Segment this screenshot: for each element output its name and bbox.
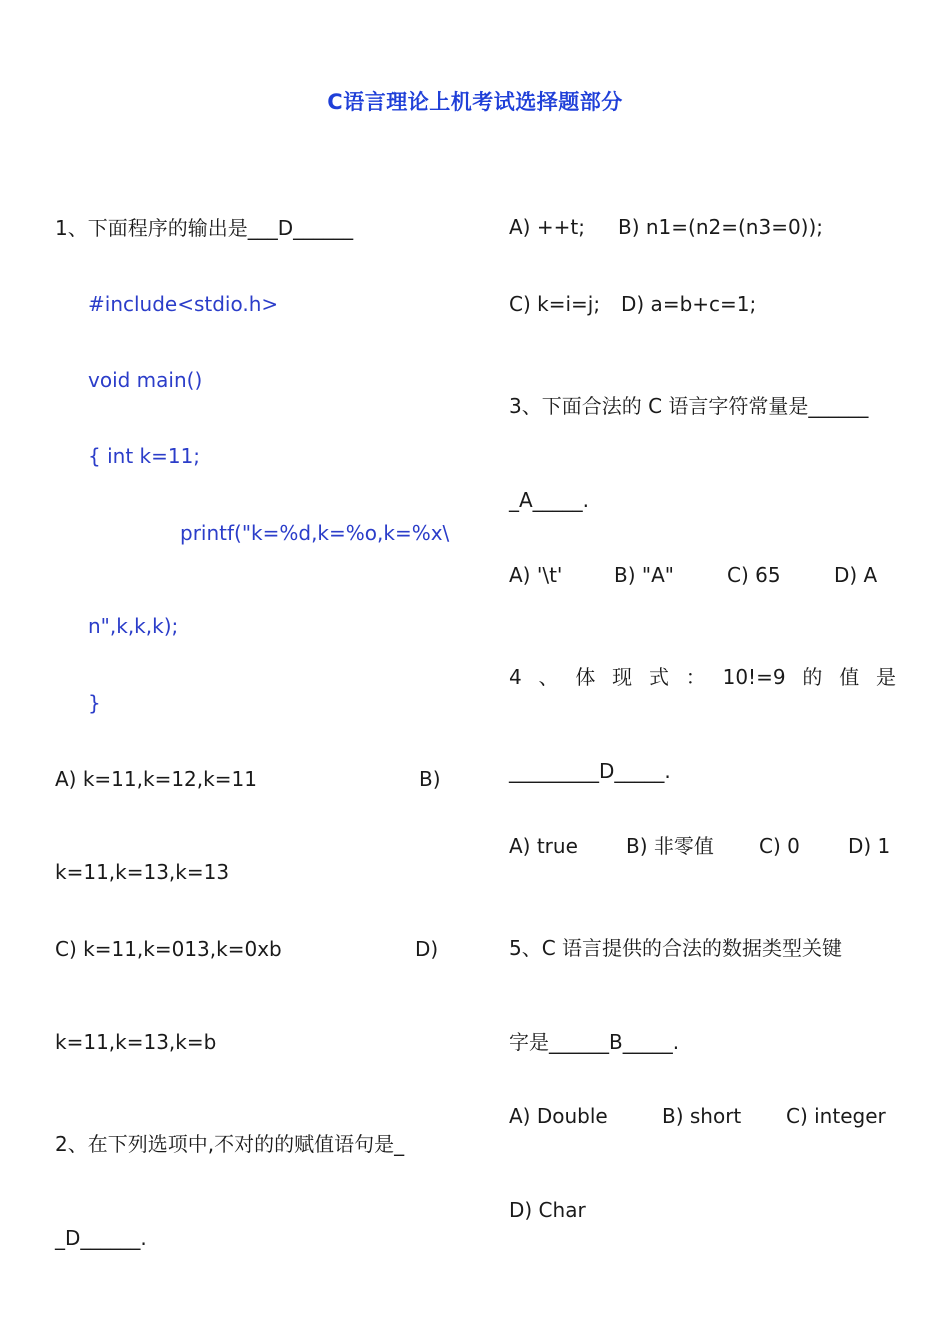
q1-code-line-2: void main() xyxy=(88,368,203,392)
q4-option-d: D) 1 xyxy=(848,834,891,858)
q5-option-d: D) Char xyxy=(509,1198,586,1222)
q1-code-line-5: n",k,k,k); xyxy=(88,614,179,638)
q2-option-b: B) n1=(n2=(n3=0)); xyxy=(618,215,824,239)
q5-stem-line-2: 字是______B_____. xyxy=(509,1030,680,1054)
q4-stem-token: ： xyxy=(685,665,706,689)
q4-stem-token: 值 xyxy=(839,665,860,689)
q4-stem-token: 式 xyxy=(648,665,669,689)
q2-option-a: A) ++t; xyxy=(509,215,585,239)
q3-option-a: A) '\t' xyxy=(509,563,563,587)
q2-option-c: C) k=i=j; xyxy=(509,292,601,316)
q5-option-c: C) integer xyxy=(786,1104,886,1128)
q1-code-line-3: { int k=11; xyxy=(88,444,201,468)
q3-option-c: C) 65 xyxy=(727,563,781,587)
q4-option-c: C) 0 xyxy=(759,834,800,858)
q3-option-d: D) A xyxy=(834,563,878,587)
q4-option-a: A) true xyxy=(509,834,578,858)
q5-option-a: A) Double xyxy=(509,1104,608,1128)
q4-stem-token: 、 xyxy=(538,665,559,689)
q3-stem-line-2: _A_____. xyxy=(509,488,590,512)
q1-option-d-value: k=11,k=13,k=b xyxy=(55,1030,217,1054)
q4-option-b: B) 非零值 xyxy=(626,834,714,858)
q4-stem-token: 10!=9 xyxy=(722,665,786,689)
q4-stem-token: 的 xyxy=(802,665,823,689)
q1-option-b-label: B) xyxy=(419,767,441,791)
q3-stem-line-1: 3、下面合法的 C 语言字符常量是______ xyxy=(509,394,869,418)
q1-option-b-value: k=11,k=13,k=13 xyxy=(55,860,230,884)
q4-stem-token: 是 xyxy=(876,665,896,689)
q2-stem-line-1: 2、在下列选项中,不对的的赋值语句是_ xyxy=(55,1132,405,1156)
q1-option-c: C) k=11,k=013,k=0xb xyxy=(55,937,282,961)
q1-code-line-4: printf("k=%d,k=%o,k=%x\ xyxy=(180,521,450,545)
q4-stem-line-2: _________D_____. xyxy=(509,759,671,783)
q4-stem-line-1 xyxy=(509,663,896,691)
q5-stem-line-1: 5、C 语言提供的合法的数据类型关键 xyxy=(509,936,843,960)
q2-option-d: D) a=b+c=1; xyxy=(621,292,757,316)
q1-option-a: A) k=11,k=12,k=11 xyxy=(55,767,257,791)
q1-code-line-6: } xyxy=(88,691,101,715)
q1-code-line-1: #include<stdio.h> xyxy=(88,292,279,316)
page-title: C语言理论上机考试选择题部分 xyxy=(327,90,623,114)
q1-option-d-label: D) xyxy=(415,937,439,961)
q5-option-b: B) short xyxy=(662,1104,742,1128)
q4-stem-token: 体 xyxy=(575,665,596,689)
q4-stem-token: 4 xyxy=(509,665,522,689)
q1-stem: 1、下面程序的输出是___D______ xyxy=(55,216,354,240)
q2-stem-line-2: _D______. xyxy=(55,1226,147,1250)
q4-stem-token: 现 xyxy=(612,665,633,689)
q3-option-b: B) "A" xyxy=(614,563,674,587)
